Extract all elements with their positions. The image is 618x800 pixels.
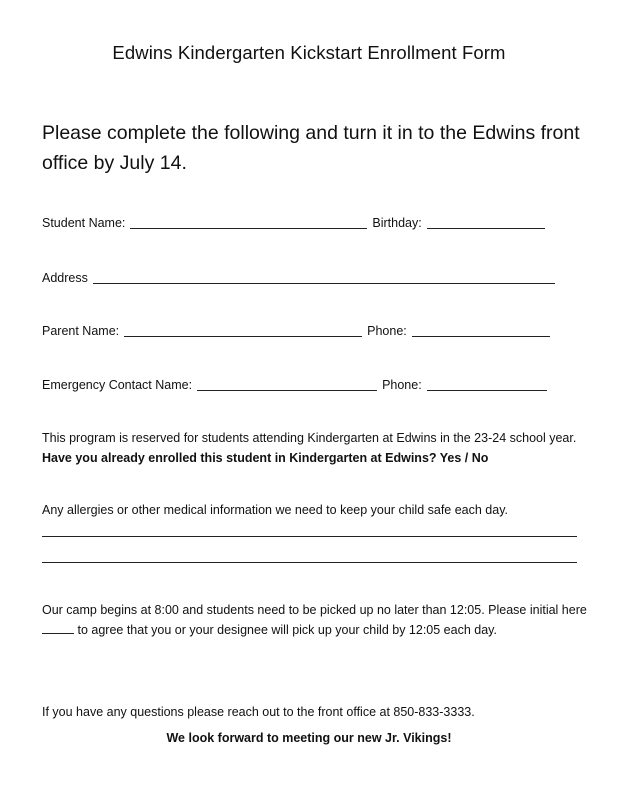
camp-pickup-paragraph: [42, 600, 587, 640]
emergency-row: [42, 372, 552, 392]
address-field[interactable]: [93, 270, 555, 284]
parent-name-label: Parent Name:: [42, 324, 120, 338]
student-row: [42, 210, 550, 230]
address-row: [42, 265, 560, 285]
birthday-field[interactable]: [427, 215, 545, 229]
emergency-contact-field[interactable]: [197, 377, 377, 391]
allergies-line-2[interactable]: [42, 562, 577, 563]
camp-text-before: Our camp begins at 8:00 and students need to be picked up no later than 12:05. Please initial here: [42, 603, 587, 617]
allergies-prompt: Any allergies or other medical information we need to keep your child safe each day.: [42, 503, 508, 517]
enrollment-question: Have you already enrolled this student in Kindergarten at Edwins? Yes / No: [42, 451, 489, 465]
allergies-line-1[interactable]: [42, 536, 577, 537]
emergency-phone-label: Phone:: [382, 378, 422, 392]
camp-text-after: to agree that you or your designee will pick up your child by 12:05 each day.: [77, 623, 497, 637]
program-note: This program is reserved for students attending Kindergarten at Edwins in the 23-24 school year.: [42, 431, 577, 445]
student-name-field[interactable]: [130, 215, 367, 229]
closing-message: We look forward to meeting our new Jr. Vikings!: [166, 731, 452, 745]
parent-phone-label: Phone:: [367, 324, 407, 338]
emergency-contact-label: Emergency Contact Name:: [42, 378, 193, 392]
form-title: Edwins Kindergarten Kickstart Enrollment Form: [112, 42, 506, 63]
emergency-phone-field[interactable]: [427, 377, 547, 391]
parent-name-field[interactable]: [124, 323, 362, 337]
initial-field[interactable]: [42, 621, 74, 634]
parent-row: [42, 318, 555, 338]
address-label: Address: [42, 271, 88, 285]
birthday-label: Birthday:: [372, 216, 422, 230]
contact-line: If you have any questions please reach out to the front office at 850-833-3333.: [42, 705, 475, 719]
parent-phone-field[interactable]: [412, 323, 550, 337]
program-note-paragraph: [42, 428, 587, 468]
form-instructions: Please complete the following and turn it in to the Edwins front office by July 14.: [42, 122, 580, 174]
student-name-label: Student Name:: [42, 216, 126, 230]
